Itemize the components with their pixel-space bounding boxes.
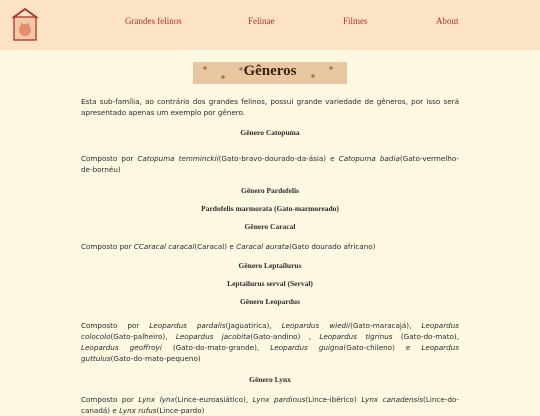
page-title-banner	[193, 62, 347, 84]
section-heading: Gênero Caracal	[244, 222, 296, 231]
section-heading: Gênero Catopuma	[240, 128, 300, 137]
section-subheading: Pardofelis marmorata (Gato-marmoreado)	[201, 204, 339, 213]
section-paragraph: Composto por CCaracal caracal(Caracal) e Caracal aurata(Gato dourado africano)	[81, 242, 376, 251]
section-paragraph: Composto por Lynx lynx(Lince-euroasiático), Lynx pardinus(Lince-ibérico) Lynx canadensis(Lince-do-canadá) e Lynx rufus(Lince-pardo)	[81, 395, 460, 415]
section-heading: Gênero Leptailurus	[238, 261, 302, 270]
section-heading: Gênero Lynx	[249, 375, 291, 384]
nav-link-about[interactable]: About	[436, 16, 459, 26]
nav-link-filmes[interactable]: Filmes	[343, 16, 368, 26]
nav-link-felinae[interactable]: Felinae	[248, 16, 275, 26]
nav-link-grandes-felinos[interactable]: Grandes felinos	[125, 16, 182, 26]
section-subheading: Leptailurus serval (Serval)	[227, 279, 313, 288]
cat-house-logo-icon[interactable]	[12, 8, 38, 41]
main-content	[81, 96, 459, 416]
page-title: Gêneros	[243, 63, 297, 79]
section-paragraph: Composto por Leopardus pardalis(Jaguatirica), Leopardus wiedii(Gato-maracajá), Leopardus colocolo(Gato-palheiro), Leopardus jacobita(Gato-andino) , Leopardus tigrinus (Gato-do-mato), Leopardus geoffroyi (Gato-do-mato-grande), Leopardus guigna(Gato-chileno) e Leopardus guttulus(Gato-do-mato-pequeno)	[81, 321, 460, 363]
section-heading: Gênero Pardofelis	[241, 186, 299, 195]
top-navigation-bar	[0, 0, 540, 50]
section-heading: Gênero Leopardus	[239, 297, 301, 306]
intro-paragraph: Esta sub-família, ao contrário dos grandes felinos, possui grande variedade de gêneros, por isso será apresentado apenas um exemplo por gênero.	[81, 97, 459, 117]
section-paragraph: Composto por Catopuma temminckii(Gato-bravo-dourado-da-ásia) e Catopuma badia(Gato-vermelho-de-bornéu)	[81, 154, 459, 174]
